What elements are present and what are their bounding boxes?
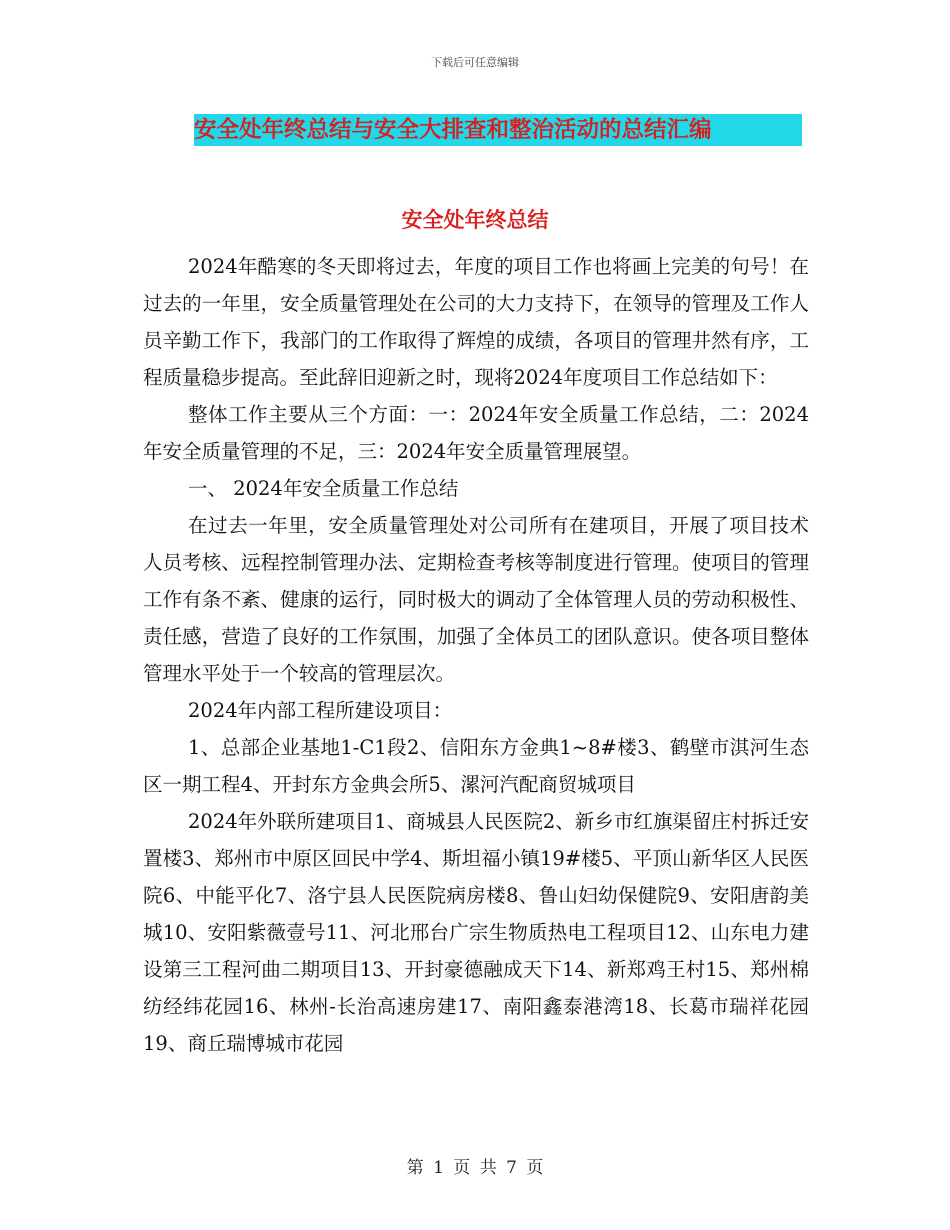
paragraph-internal-projects-list: 1、总部企业基地1-C1段2、信阳东方金典1~8#楼3、鹤壁市淇河生态区一期工程4、开封东方金典会所5、漯河汽配商贸城项目 bbox=[143, 736, 809, 796]
paragraph-overview: 整体工作主要从三个方面：一：2024年安全质量工作总结，二：2024年安全质量管理的不足，三：2024年安全质量管理展望。 bbox=[143, 403, 809, 463]
paragraph-summary: 在过去一年里，安全质量管理处对公司所有在建项目，开展了项目技术人员考核、远程控制管理办法、定期检查考核等制度进行管理。使项目的管理工作有条不紊、健康的运行，同时极大的调动了全体管理人员的劳动积极性、责任感，营造了良好的工作氛围，加强了全体员工的团队意识。使各项目整体管理水平处于一个较高的管理层次。 bbox=[143, 514, 809, 685]
paragraph-intro: 2024年酷寒的冬天即将过去，年度的项目工作也将画上完美的句号！在过去的一年里，安全质量管理处在公司的大力支持下，在领导的管理及工作人员辛勤工作下，我部门的工作取得了辉煌的成绩，各项目的管理井然有序，工程质量稳步提高。至此辞旧迎新之时，现将2024年度项目工作总结如下： bbox=[143, 255, 809, 389]
subheading-section-one: 一、 2024年安全质量工作总结 bbox=[188, 477, 459, 500]
header-note: 下载后可任意编辑 bbox=[431, 56, 519, 69]
document-main-title: 安全处年终总结与安全大排查和整治活动的总结汇编 bbox=[194, 114, 802, 146]
section-title: 安全处年终总结 bbox=[401, 208, 549, 232]
paragraph-external-projects-list: 2024年外联所建项目1、商城县人民医院2、新乡市红旗渠留庄村拆迁安置楼3、郑州市中原区回民中学4、斯坦福小镇19#楼5、平顶山新华区人民医院6、中能平化7、洛宁县人民医院病房楼8、鲁山妇幼保健院9、安阳唐韵美城10、安阳紫薇壹号11、河北邢台广宗生物质热电工程项目12、山东电力建设第三工程河曲二期项目13、开封豪德融成天下14、新郑鸡王村15、郑州棉纺经纬花园16、林州-长治高速房建17、南阳鑫泰港湾18、长葛市瑞祥花园19、商丘瑞博城市花园 bbox=[143, 810, 809, 1055]
document-body bbox=[143, 248, 809, 1062]
paragraph-internal-projects-heading: 2024年内部工程所建设项目： bbox=[188, 699, 453, 722]
page-footer: 第 1 页 共 7 页 bbox=[406, 1158, 544, 1178]
